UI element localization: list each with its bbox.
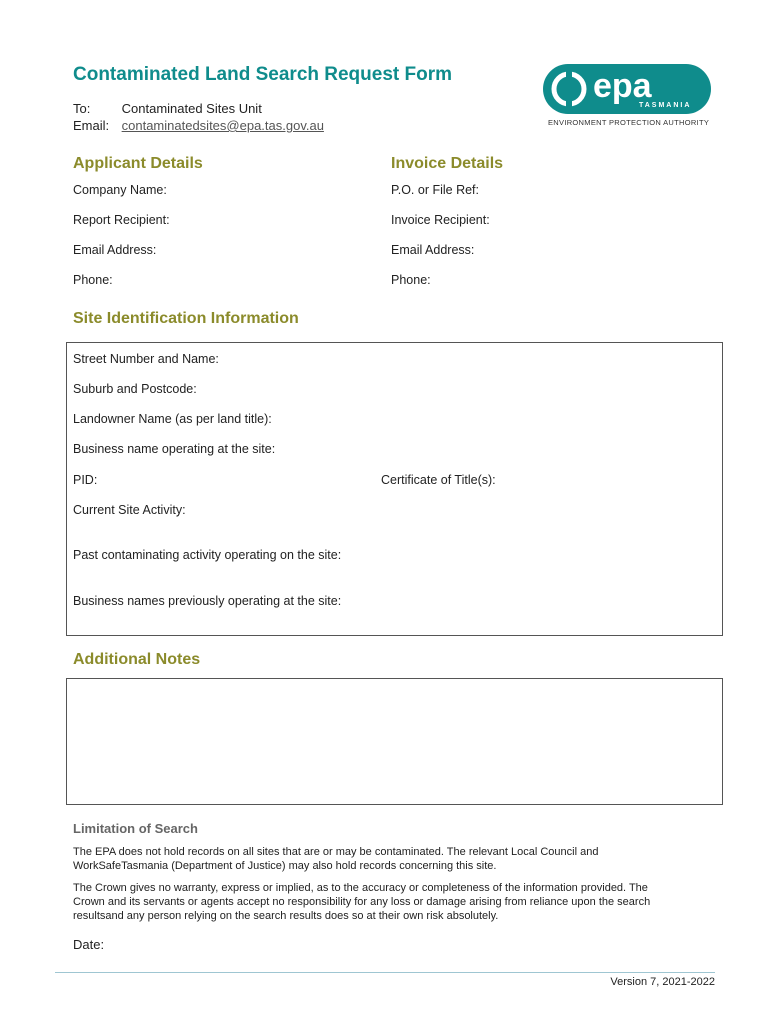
landowner-label: Landowner Name (as per land title): (73, 412, 272, 426)
invoice-recipient-label: Invoice Recipient: (391, 213, 490, 227)
past-business-label: Business names previously operating at the site: (73, 594, 342, 608)
applicant-heading: Applicant Details (73, 155, 203, 172)
street-label: Street Number and Name: (73, 352, 219, 366)
notes-box[interactable] (66, 678, 723, 805)
title-cert-label: Certificate of Title(s): (381, 473, 496, 487)
to-value: Contaminated Sites Unit (121, 101, 262, 116)
to-line (73, 101, 262, 116)
epa-logo-mark (543, 64, 713, 120)
logo-subtitle: ENVIRONMENT PROTECTION AUTHORITY (548, 118, 710, 127)
applicant-email-label: Email Address: (73, 243, 157, 257)
report-recipient-label: Report Recipient: (73, 213, 170, 227)
invoice-phone-label: Phone: (391, 273, 431, 287)
notes-heading: Additional Notes (73, 651, 201, 668)
form-title: Contaminated Land Search Request Form (73, 64, 453, 85)
footer-divider (55, 972, 715, 973)
past-activity-label: Past contaminating activity operating on the site: (73, 548, 342, 562)
logo-region: TASMANIA (639, 102, 692, 109)
invoice-heading: Invoice Details (391, 155, 504, 172)
logo-text: epa (593, 67, 652, 105)
email-label: Email: (73, 118, 110, 133)
limitation-para-2: The Crown gives no warranty, express or implied, as to the accuracy or completeness of the information provided. The Crown and its servants or agents accept no responsibility for any loss or damage arising from reliance upon the search resultsand any person relying on the search results does so at their own risk absolutely. (73, 882, 651, 922)
email-link[interactable]: contaminatedsites@epa.tas.gov.au (121, 118, 324, 133)
suburb-label: Suburb and Postcode: (73, 382, 197, 396)
to-label: To: (73, 101, 91, 116)
pid-label: PID: (73, 473, 98, 487)
date-label: Date: (73, 937, 105, 952)
applicant-phone-label: Phone: (73, 273, 113, 287)
site-heading: Site Identification Information (73, 310, 299, 327)
company-name-label: Company Name: (73, 183, 167, 197)
limitation-para-1: The EPA does not hold records on all sites that are or may be contaminated. The relevant Local Council and WorkSafeTasmania (Department of Justice) may also hold records concerning this site. (73, 846, 599, 872)
file-ref-label: P.O. or File Ref: (391, 183, 479, 197)
current-activity-label: Current Site Activity: (73, 503, 186, 517)
limitation-heading: Limitation of Search (73, 821, 198, 836)
email-line (73, 118, 324, 133)
invoice-email-label: Email Address: (391, 243, 475, 257)
business-name-label: Business name operating at the site: (73, 442, 276, 456)
version-text: Version 7, 2021-2022 (610, 976, 715, 988)
